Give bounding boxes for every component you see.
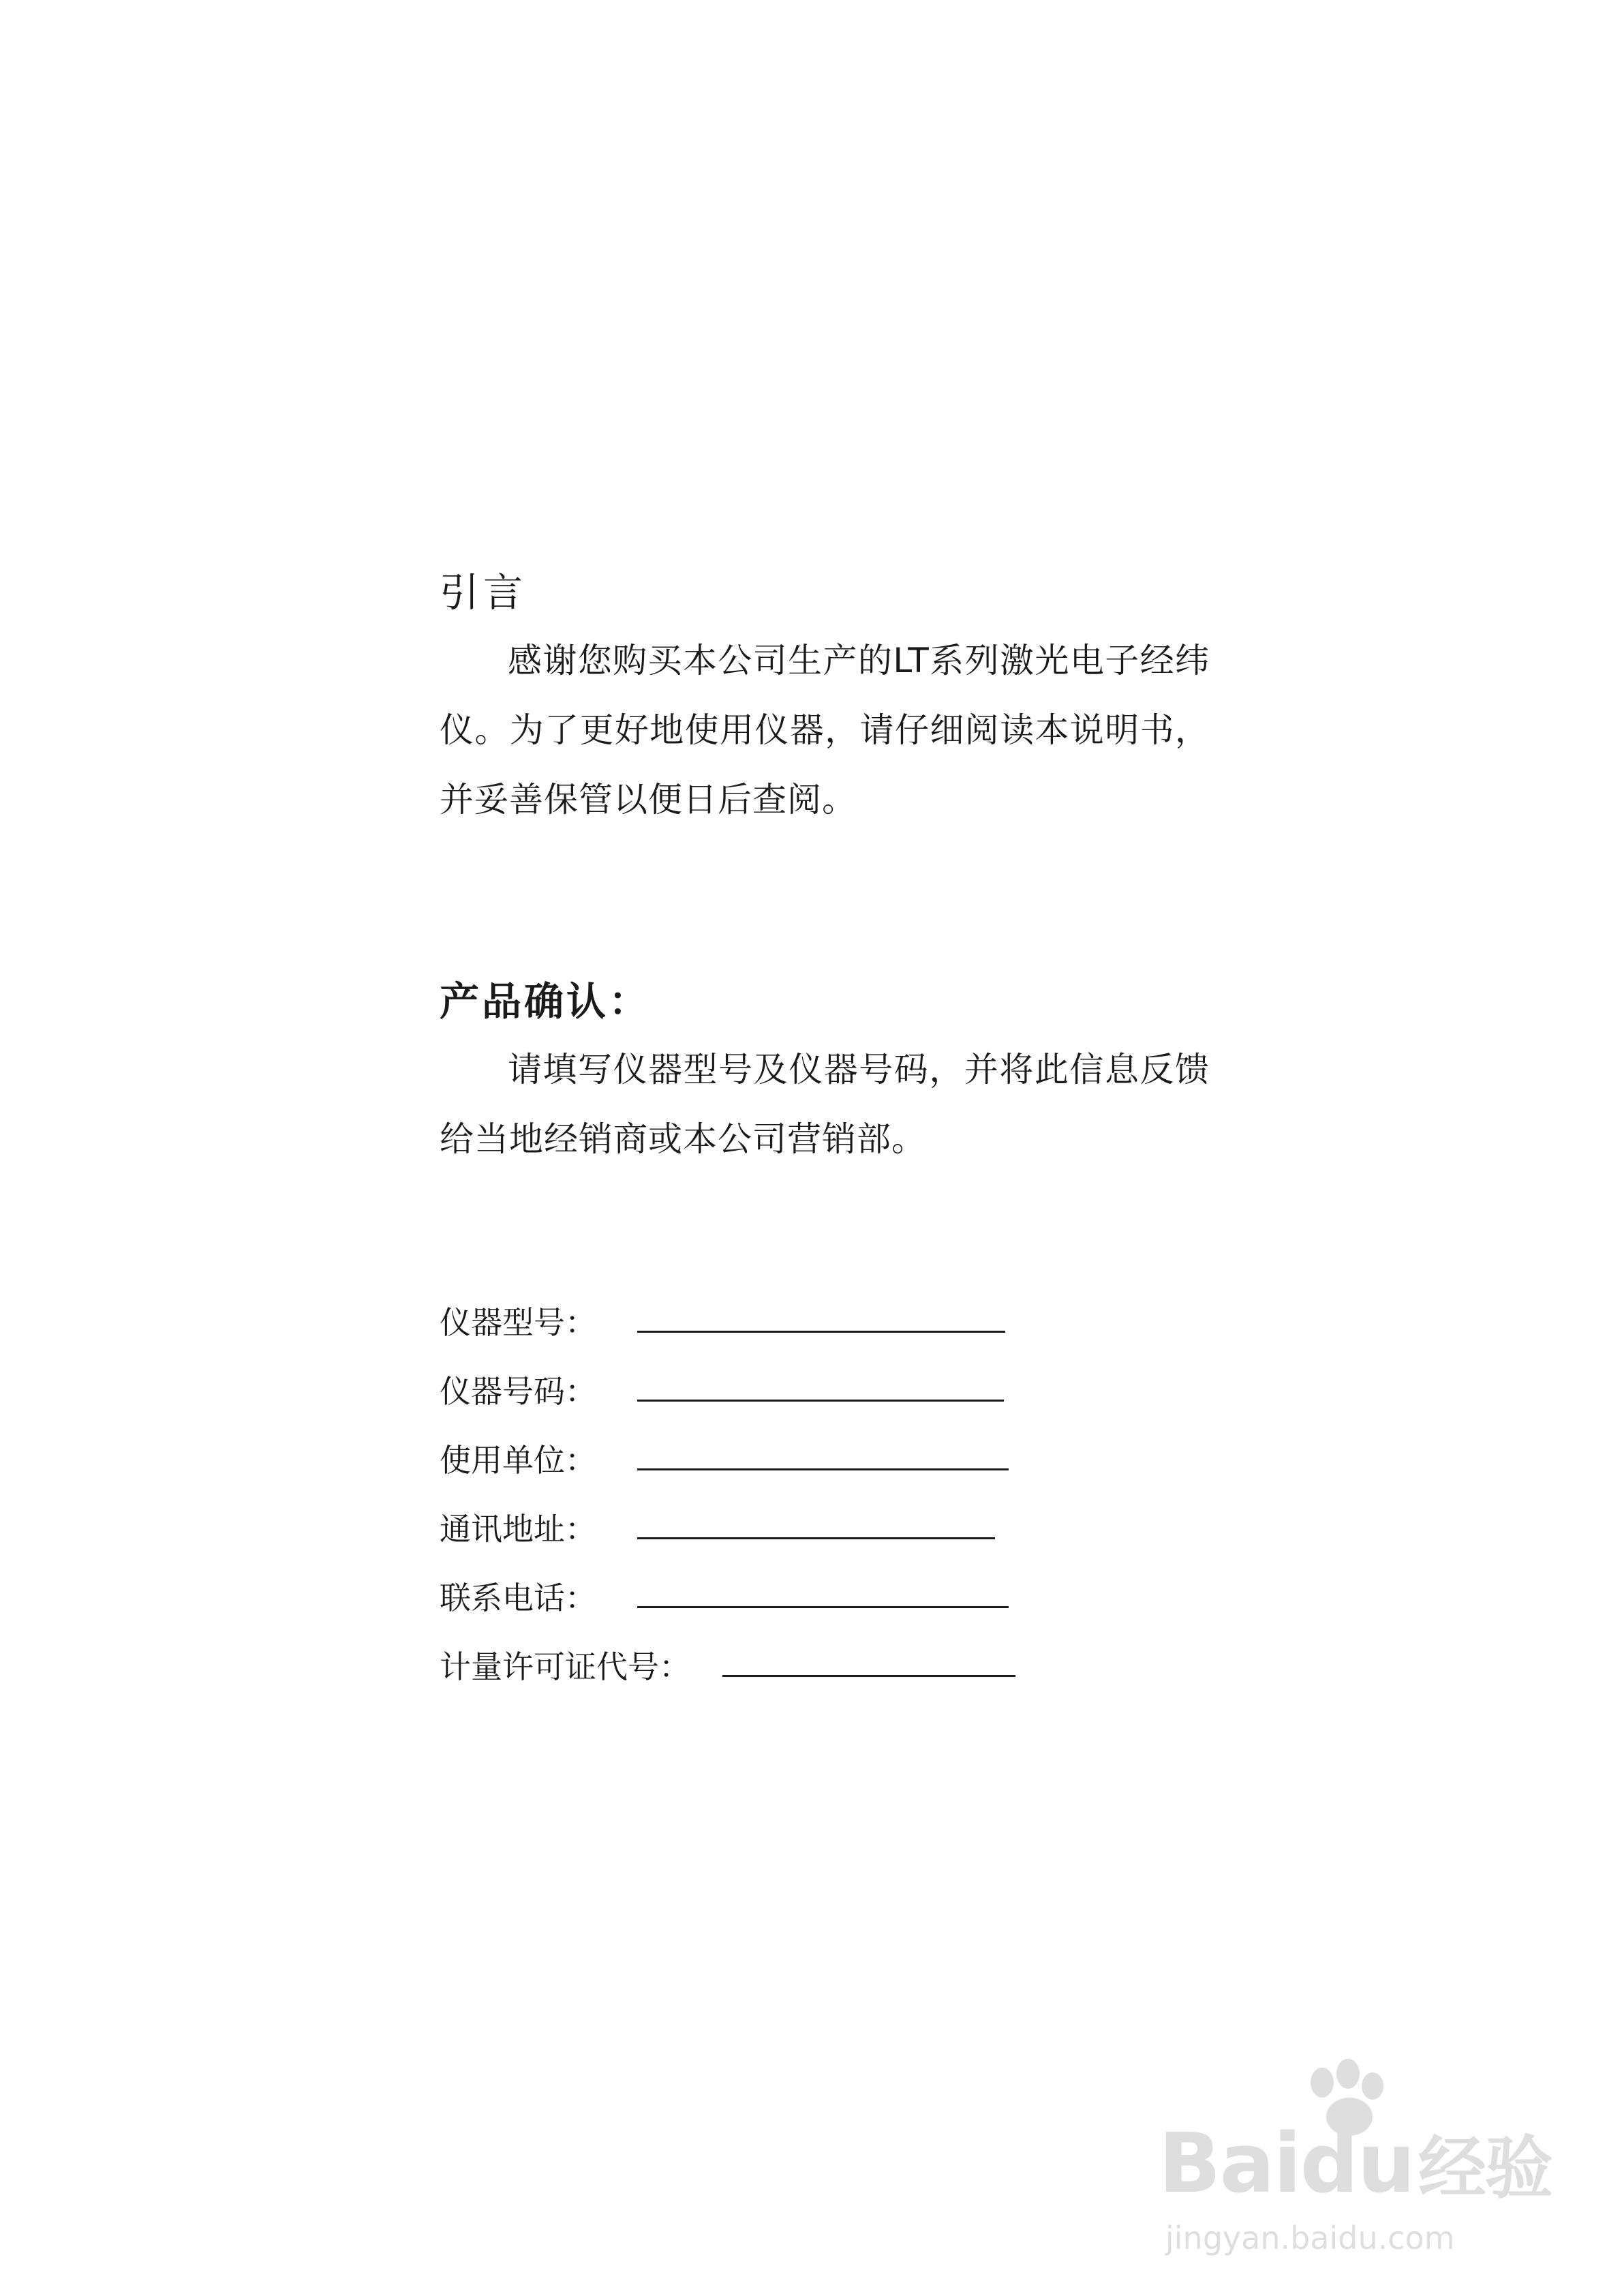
form-blank-model[interactable]	[637, 1331, 1005, 1333]
form-row-phone	[440, 1545, 1210, 1614]
form-label-address: 通讯地址：	[440, 1511, 596, 1547]
product-form	[440, 1269, 1210, 1685]
form-label-license: 计量许可证代号：	[440, 1648, 690, 1685]
form-row-address	[440, 1476, 1210, 1545]
manual-content	[440, 569, 1210, 1685]
confirm-title: 产品确认：	[440, 978, 652, 1025]
form-label-phone: 联系电话：	[440, 1580, 596, 1616]
form-blank-address[interactable]	[637, 1537, 995, 1539]
form-label-unit: 使用单位：	[440, 1442, 596, 1479]
baidu-jingyan-watermark	[1159, 2059, 1552, 2277]
form-row-license	[440, 1614, 1210, 1685]
confirm-text: 请填写仪器型号及仪器号码，并将此信息反馈给当地经销商或本公司营销部。	[440, 1050, 1210, 1159]
intro-section	[440, 569, 1210, 954]
confirm-section	[440, 978, 1210, 1174]
form-row-model	[440, 1269, 1210, 1341]
form-row-serial	[440, 1338, 1210, 1410]
form-blank-license[interactable]	[722, 1675, 1015, 1677]
watermark-url: jingyan.baidu.com	[1165, 2220, 1455, 2256]
form-blank-phone[interactable]	[637, 1606, 1009, 1608]
intro-text: 感谢您购买本公司生产的LT系列激光电子经纬仪。为了更好地使用仪器，请仔细阅读本说明书，并妥善保管以便日后查阅。	[440, 641, 1210, 819]
watermark-brand: Baidu经验	[1159, 2117, 1552, 2211]
form-label-serial: 仪器号码：	[440, 1373, 596, 1410]
form-row-unit	[440, 1407, 1210, 1479]
form-blank-unit[interactable]	[637, 1468, 1009, 1470]
form-blank-serial[interactable]	[637, 1400, 1004, 1402]
form-label-model: 仪器型号：	[440, 1304, 596, 1341]
intro-title: 引言	[440, 569, 527, 616]
